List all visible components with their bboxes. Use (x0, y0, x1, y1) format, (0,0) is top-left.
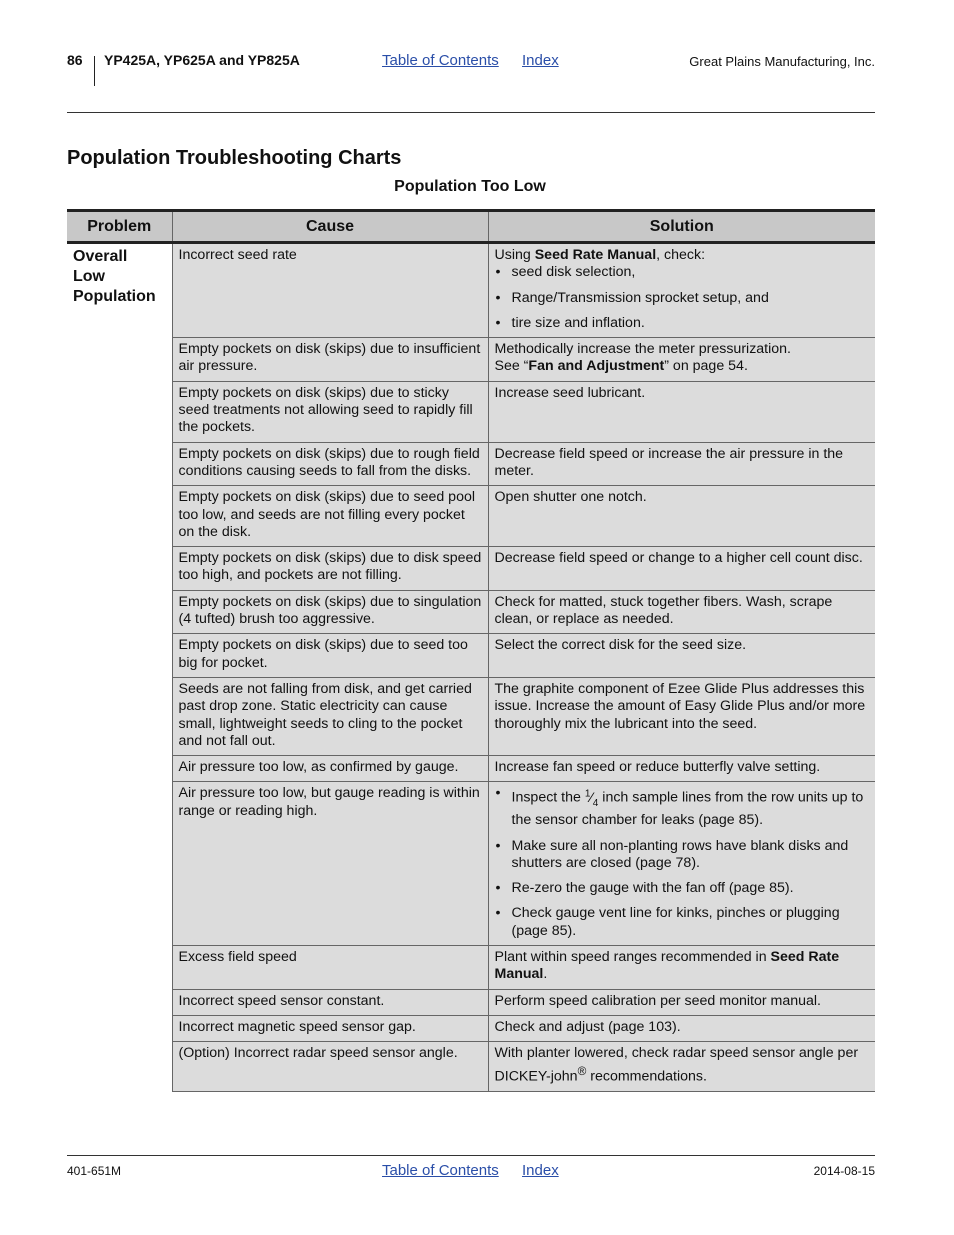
table-row (67, 381, 875, 442)
solution-text: Using (494, 247, 535, 263)
solution-cell (488, 338, 875, 382)
troubleshooting-table (67, 209, 875, 1092)
cause-cell: Empty pockets on disk (skips) due to disk speed too high, and pockets are not filling. (172, 547, 488, 591)
problem-line: Overall (73, 248, 128, 265)
solution-cell: Check for matted, stuck together fibers. Wash, scrape clean, or replace as needed. (488, 590, 875, 634)
table-title: Population Too Low (394, 178, 546, 195)
solution-bullet: • Re-zero the gauge with the fan off (page 85). (495, 880, 870, 897)
solution-text: ” on page 54. (664, 358, 748, 375)
solution-list (495, 785, 870, 940)
solution-bullet: • Inspect the $^1⁄_4$ inch sample lines from the row units up to the sensor chamber for leaks (page 85). (495, 785, 870, 829)
solution-cell: Plant within speed ranges recommended in Seed Rate Manual. (488, 946, 875, 990)
header-rule (67, 112, 875, 113)
solution-text: See “ (494, 358, 529, 375)
section-reference: Fan and Adjustment (528, 358, 665, 375)
cause-cell: Incorrect seed rate (172, 243, 488, 338)
table-row (67, 590, 875, 634)
solution-bullet: • Make sure all non-planting rows have blank disks and shutters are closed (page 78). (495, 838, 870, 873)
column-header-solution: Solution (488, 211, 875, 243)
section-title: Population Troubleshooting Charts (67, 147, 402, 169)
document-title: YP425A, YP625A and YP825A (104, 52, 300, 68)
cause-cell: Empty pockets on disk (skips) due to seed pool too low, and seeds are not filling every pocket on the disk. (172, 486, 488, 547)
column-header-problem: Problem (67, 211, 172, 243)
header-divider (94, 56, 95, 86)
table-row (67, 677, 875, 755)
header-index-link[interactable]: Index (522, 52, 559, 69)
problem-line: Population (73, 288, 156, 305)
cause-cell: Empty pockets on disk (skips) due to seed too big for pocket. (172, 634, 488, 678)
solution-cell: Decrease field speed or change to a higher cell count disc. (488, 547, 875, 591)
solution-cell: Increase fan speed or reduce butterfly valve setting. (488, 756, 875, 782)
solution-cell: The graphite component of Ezee Glide Plus addresses this issue. Increase the amount of Easy Glide Plus and/or more thoroughly mix the lubricant into the seed. (488, 677, 875, 755)
cause-cell: Empty pockets on disk (skips) due to sticky seed treatments not allowing seed to rapidly fill the pockets. (172, 381, 488, 442)
cause-cell: Empty pockets on disk (skips) due to singulation (4 tufted) brush too aggressive. (172, 590, 488, 634)
publication-date: 2014-08-15 (813, 1164, 875, 1178)
cause-cell: Air pressure too low, but gauge reading is within range or reading high. (172, 782, 488, 946)
solution-cell: Perform speed calibration per seed monitor manual. (488, 989, 875, 1015)
table-header-row (67, 211, 875, 243)
solution-cell: Check and adjust (page 103). (488, 1015, 875, 1041)
page-number: 86 (67, 52, 83, 68)
solution-bullet: • Range/Transmission sprocket setup, and (495, 290, 870, 307)
solution-cell (488, 782, 875, 946)
company-name: Great Plains Manufacturing, Inc. (689, 54, 875, 69)
solution-cell: Decrease field speed or increase the air pressure in the meter. (488, 442, 875, 486)
header-toc-link[interactable]: Table of Contents (382, 52, 499, 69)
table-row (67, 486, 875, 547)
cause-cell: (Option) Incorrect radar speed sensor angle. (172, 1042, 488, 1091)
table-row (67, 1015, 875, 1041)
solution-cell: Increase seed lubricant. (488, 381, 875, 442)
table-row (67, 338, 875, 382)
table-row (67, 756, 875, 782)
cause-cell: Excess field speed (172, 946, 488, 990)
table-row (67, 634, 875, 678)
problem-cell (67, 243, 172, 1092)
cause-cell: Empty pockets on disk (skips) due to rough field conditions causing seeds to fall from the disks. (172, 442, 488, 486)
document-number: 401-651M (67, 1164, 122, 1178)
solution-text: Methodically increase the meter pressurization. (494, 341, 791, 358)
cause-cell: Air pressure too low, as confirmed by gauge. (172, 756, 488, 782)
solution-text: , check: (656, 247, 706, 263)
cause-cell: Incorrect magnetic speed sensor gap. (172, 1015, 488, 1041)
table-row (67, 989, 875, 1015)
table-row (67, 442, 875, 486)
cause-cell: Empty pockets on disk (skips) due to insufficient air pressure. (172, 338, 488, 382)
solution-list (495, 264, 870, 332)
table-row (67, 243, 875, 338)
footer-toc-link[interactable]: Table of Contents (382, 1162, 499, 1179)
solution-cell: Select the correct disk for the seed size. (488, 634, 875, 678)
fraction-one-quarter: $^1⁄_4$ (584, 788, 599, 809)
column-header-cause: Cause (172, 211, 488, 243)
solution-cell: Open shutter one notch. (488, 486, 875, 547)
cause-cell: Seeds are not falling from disk, and get carried past drop zone. Static electricity can cause small, lightweight seeds to cling to the pocket and not fall out. (172, 677, 488, 755)
page-header (67, 50, 875, 90)
solution-bullet: • Check gauge vent line for kinks, pinches or plugging (page 85). (495, 905, 870, 940)
problem-line: Low (73, 268, 105, 285)
solution-bullet: • seed disk selection, (495, 264, 870, 281)
cause-cell: Incorrect speed sensor constant. (172, 989, 488, 1015)
registered-mark: ® (577, 1063, 587, 1078)
solution-bullet: • tire size and inflation. (495, 315, 870, 332)
solution-cell: With planter lowered, check radar speed sensor angle per DICKEY-john® recommendations. (488, 1042, 875, 1091)
footer-rule (67, 1155, 875, 1156)
manual-reference: Seed Rate Manual (534, 247, 657, 263)
manual-reference: Seed Rate Manual (494, 949, 840, 983)
table-row (67, 1042, 875, 1091)
solution-cell (488, 243, 875, 338)
footer-index-link[interactable]: Index (522, 1162, 559, 1179)
table-row (67, 782, 875, 946)
table-row (67, 547, 875, 591)
table-row (67, 946, 875, 990)
